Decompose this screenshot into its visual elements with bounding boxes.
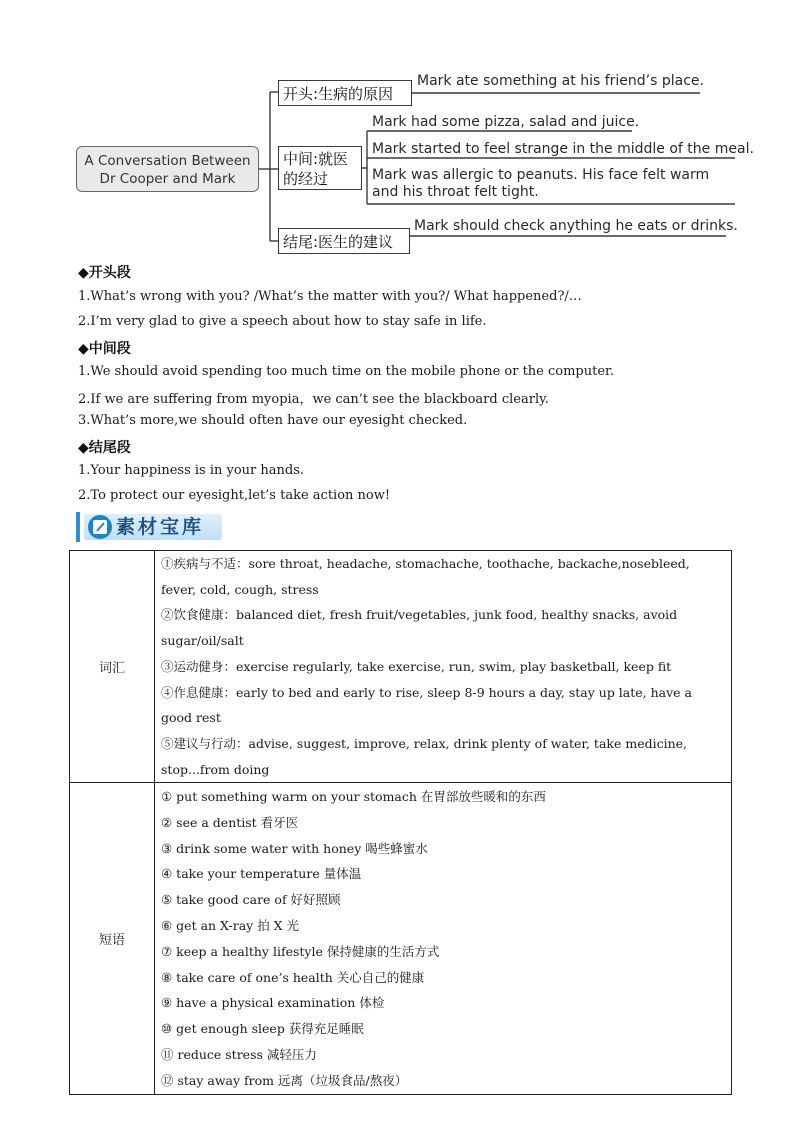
leaf-middle-2: Mark started to feel strange in the middle of the meal. (372, 141, 754, 157)
table-row-vocab (70, 551, 732, 783)
phrase-item: ② see a dentist 看牙医 (161, 814, 299, 830)
vocab-items (155, 551, 732, 783)
leaf-middle-1: Mark had some pizza, salad and juice. (372, 114, 640, 130)
table-row-phrases (70, 783, 732, 1095)
banner-title: 素材宝库 (116, 516, 205, 538)
phrases-items (155, 783, 732, 1095)
section-heading-opening: ◆开头段 (78, 265, 131, 281)
phrase-item: ⑪ reduce stress 减轻压力 (161, 1047, 317, 1063)
ending-line-2: 2.To protect our eyesight,let’s take action now! (78, 488, 391, 503)
banner-accent-bar (76, 512, 80, 542)
middle-line-3: 3.What’s more,we should often have our eyesight checked. (78, 413, 468, 428)
phrase-item: ① put something warm on your stomach 在胃部放些暖和的东西 (161, 789, 546, 805)
section-heading-ending: ◆结尾段 (78, 440, 131, 456)
mind-map-root (76, 146, 259, 192)
phrase-item: ⑫ stay away from 远离（垃圾食品/熬夜） (161, 1072, 408, 1088)
leaf-middle-3: Mark was allergic to peanuts. His face felt warm and his throat felt tight. (372, 167, 710, 200)
leaf-opening-1: Mark ate something at his friend’s place. (417, 73, 704, 89)
pencil-note-icon (88, 515, 112, 539)
phrase-item: ⑧ take care of one’s health 关心自己的健康 (161, 969, 425, 985)
phrase-item: ⑨ have a physical examination 体检 (161, 995, 385, 1011)
leaf-ending-1: Mark should check anything he eats or drinks. (414, 218, 738, 234)
vocab-item: ②饮食健康：balanced diet, fresh fruit/vegetables, junk food, healthy snacks, avoid sugar/oil/salt (161, 607, 678, 649)
ending-line-1: 1.Your happiness is in your hands. (78, 463, 305, 478)
root-line-1: A Conversation Between (84, 153, 251, 169)
opening-line-2: 2.I’m very glad to give a speech about how to stay safe in life. (78, 314, 487, 329)
phrases-category: 短语 (70, 783, 155, 1095)
vocab-item: ①疾病与不适：sore throat, headache, stomachache, toothache, backache,nosebleed, fever, cold, cough, stress (161, 556, 690, 597)
material-banner (76, 512, 222, 542)
middle-line-2: 2.If we are suffering from myopia，we can’t see the blackboard clearly. (78, 392, 549, 407)
root-line-2: Dr Cooper and Mark (99, 171, 236, 187)
branch-opening: 开头:生病的原因 (278, 80, 412, 106)
phrase-item: ⑥ get an X-ray 拍 X 光 (161, 918, 300, 934)
branch-middle-line-2: 的经过 (283, 170, 329, 188)
branch-ending: 结尾:医生的建议 (278, 228, 410, 254)
phrase-item: ⑤ take good care of 好好照顾 (161, 892, 341, 908)
vocab-item: ③运动健身：exercise regularly, take exercise, run, swim, play basketball, keep fit (161, 658, 672, 674)
phrase-item: ④ take your temperature 量体温 (161, 866, 362, 882)
opening-line-1: 1.What’s wrong with you? /What’s the matter with you?/ What happened?/… (78, 289, 582, 304)
vocab-item: ⑤建议与行动：advise, suggest, improve, relax, drink plenty of water, take medicine, stop...from doing (161, 735, 688, 777)
material-table (69, 550, 732, 1095)
phrase-item: ③ drink some water with honey 喝些蜂蜜水 (161, 840, 428, 856)
branch-middle (278, 146, 362, 190)
vocab-item: ④作息健康：early to bed and early to rise, sleep 8-9 hours a day, stay up late, have a good rest (161, 684, 693, 726)
section-heading-middle: ◆中间段 (78, 341, 131, 357)
mind-map (0, 0, 800, 262)
phrase-item: ⑦ keep a healthy lifestyle 保持健康的生活方式 (161, 943, 440, 959)
branch-middle-line-1: 中间:就医 (283, 150, 349, 168)
middle-line-1: 1.We should avoid spending too much time on the mobile phone or the computer. (78, 364, 614, 379)
phrase-item: ⑩ get enough sleep 获得充足睡眠 (161, 1021, 364, 1037)
vocab-category: 词汇 (70, 551, 155, 783)
